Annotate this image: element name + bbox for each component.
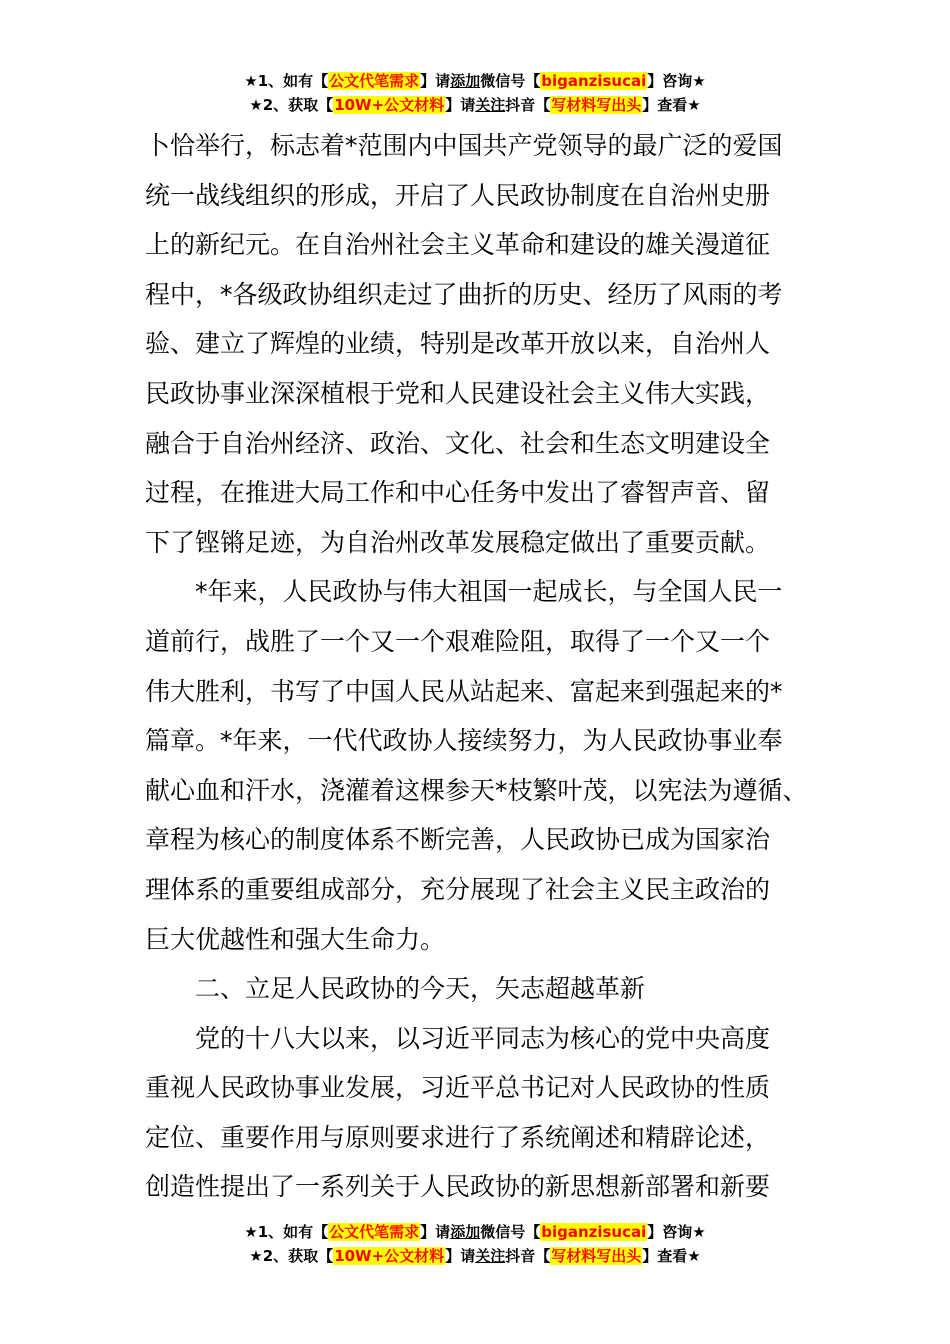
highlight-wechat-id: biganzisucai	[541, 72, 647, 90]
notice-text: 】查看★	[642, 1247, 701, 1265]
body-line: 卜恰举行，标志着*范围内中国共产党领导的最广泛的爱国	[145, 131, 783, 160]
header-notice	[0, 70, 950, 118]
body-line: 上的新纪元。在自治州社会主义革命和建设的雄关漫道征	[145, 230, 771, 260]
body-line: 道前行，战胜了一个又一个艰难险阻，取得了一个又一个	[145, 626, 771, 656]
notice-text: 微信号【	[480, 72, 541, 90]
notice-line-1	[0, 70, 950, 94]
notice-text: 抖音【	[505, 96, 551, 114]
body-line: 重视人民政协事业发展，习近平总书记对人民政协的性质	[145, 1073, 771, 1103]
highlight-materials: 10W+公文材料	[334, 96, 445, 114]
highlight-douyin-account: 写材料写出头	[551, 1247, 642, 1265]
paragraph-start-line: 党的十八大以来，以习近平同志为核心的党中央高度	[195, 1023, 771, 1053]
notice-text: 】咨询★	[647, 72, 706, 90]
highlight-douyin-account: 写材料写出头	[551, 96, 642, 114]
body-line: 伟大胜利，书写了中国人民从站起来、富起来到强起来的*	[145, 676, 783, 706]
notice-text: 】请	[420, 72, 451, 90]
body-line: 统一战线组织的形成，开启了人民政协制度在自治州史册	[145, 180, 771, 210]
body-line: 过程，在推进大局工作和中心任务中发出了睿智声音、留	[145, 478, 771, 508]
notice-text: 】请	[445, 1247, 476, 1265]
notice-underlined: 添加	[450, 72, 481, 90]
notice-text: 抖音【	[505, 1247, 551, 1265]
highlight-materials: 10W+公文材料	[334, 1247, 445, 1265]
notice-text: ★2、获取【	[249, 1247, 334, 1265]
body-line: 民政协事业深深植根于党和人民建设社会主义伟大实践，	[145, 378, 771, 408]
notice-text: ★1、如有【	[244, 1223, 329, 1241]
body-line: 定位、重要作用与原则要求进行了系统阐述和精辟论述，	[145, 1122, 771, 1152]
notice-underlined: 添加	[450, 1223, 481, 1241]
body-line: 献心血和汗水，浇灌着这棵参天*枝繁叶茂，以宪法为遵循、	[145, 775, 808, 805]
document-body	[145, 121, 810, 1212]
body-line: 创造性提出了一系列关于人民政协的新思想新部署和新要	[145, 1172, 771, 1202]
body-line: 巨大优越性和强大生命力。	[145, 924, 446, 954]
notice-text: ★2、获取【	[249, 96, 334, 114]
notice-line-2	[0, 94, 950, 118]
notice-line-2	[0, 1245, 950, 1269]
notice-text: 】请	[420, 1223, 451, 1241]
notice-line-1	[0, 1221, 950, 1245]
notice-underlined: 关注	[475, 96, 506, 114]
body-line: 章程为核心的制度体系不断完善，人民政协已成为国家治	[145, 825, 771, 855]
body-line: 验、建立了辉煌的业绩，特别是改革开放以来，自治州人	[145, 329, 771, 359]
notice-text: 】查看★	[642, 96, 701, 114]
body-line: 下了铿锵足迹，为自治州改革发展稳定做出了重要贡献。	[145, 527, 771, 557]
paragraph-start-line: *年来，人民政协与伟大祖国一起成长，与全国人民一	[195, 577, 783, 607]
footer-notice	[0, 1221, 950, 1269]
notice-text: ★1、如有【	[244, 72, 329, 90]
body-line: 程中，*各级政协组织走过了曲折的历史、经历了风雨的考	[145, 279, 783, 309]
body-line: 理体系的重要组成部分，充分展现了社会主义民主政治的	[145, 874, 771, 904]
body-line: 篇章。*年来，一代代政协人接续努力，为人民政协事业奉	[145, 726, 783, 756]
highlight-service: 公文代笔需求	[329, 72, 420, 90]
notice-text: 】请	[445, 96, 476, 114]
section-heading: 二、立足人民政协的今天，矢志超越革新	[195, 974, 646, 1004]
body-line: 融合于自治州经济、政治、文化、社会和生态文明建设全	[145, 428, 771, 458]
notice-text: 微信号【	[480, 1223, 541, 1241]
notice-text: 】咨询★	[647, 1223, 706, 1241]
highlight-wechat-id: biganzisucai	[541, 1223, 647, 1241]
notice-underlined: 关注	[475, 1247, 506, 1265]
highlight-service: 公文代笔需求	[329, 1223, 420, 1241]
